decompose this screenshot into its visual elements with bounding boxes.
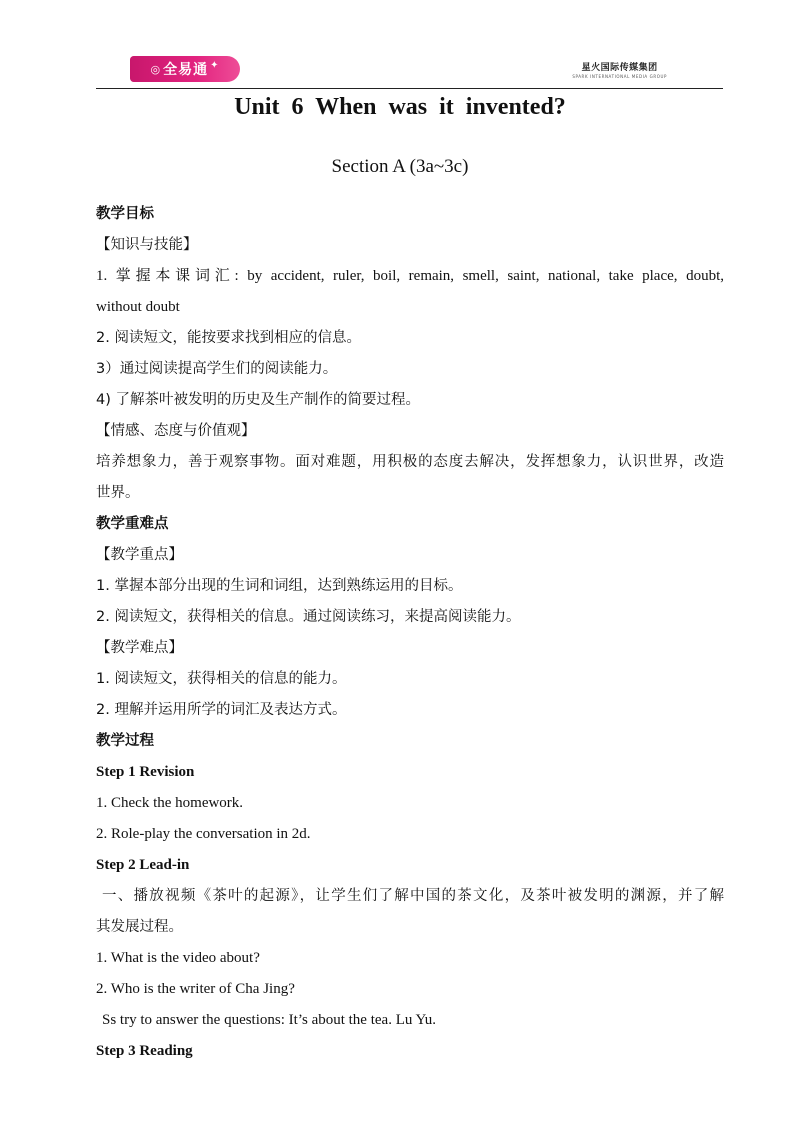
subheading-knowledge-skills: 【知识与技能】 [96,237,198,253]
difficult-point-1: 1. 阅读短文，获得相关的信息的能力。 [96,671,347,687]
step-3-heading: Step 3 Reading [96,1043,193,1059]
goal-item-1-continued: without doubt [96,299,180,315]
step-1-item-2: 2. Role-play the conversation in 2d. [96,826,311,842]
subheading-difficult-points: 【教学难点】 [96,640,183,656]
step-2-answer: Ss try to answer the questions: It’s about the tea. Lu Yu. [102,1012,436,1028]
heading-teaching-goals: 教学目标 [96,206,154,222]
heading-teaching-process: 教学过程 [96,733,154,749]
key-point-1: 1. 掌握本部分出现的生词和词组，达到熟练运用的目标。 [96,578,463,594]
difficult-point-2: 2. 理解并运用所学的词汇及表达方式。 [96,702,347,718]
document-title: Unit 6 When was it invented? [234,94,566,120]
brand-name-cn: 星火国际传媒集团 [581,63,658,73]
key-point-2: 2. 阅读短文，获得相关的信息。通过阅读练习，来提高阅读能力。 [96,609,521,625]
sparkle-icon: ✦ [210,59,220,71]
step-2-paragraph: 一、播放视频《茶叶的起源》，让学生们了解中国的茶文化，及茶叶被发明的渊源，并了解 [102,888,724,904]
goal-item-1: 1. 掌握本课词汇: by accident, ruler, boil, remain, smell, saint, national, take place, doubt, [96,268,724,284]
goal-item-3: 3）通过阅读提高学生们的阅读能力。 [96,361,338,377]
subheading-attitudes-values: 【情感、态度与价值观】 [96,423,256,439]
values-paragraph: 培养想象力，善于观察事物。面对难题，用积极的态度去解决，发挥想象力，认识世界，改造 [96,454,724,470]
heading-key-difficult-points: 教学重难点 [96,516,169,532]
step-2-question-1: 1. What is the video about? [96,950,260,966]
brand-name-en: SPARK INTERNATIONAL MEDIA GROUP [572,74,667,79]
step-1-heading: Step 1 Revision [96,764,195,780]
publisher-logo [130,56,240,82]
section-subtitle: Section A (3a~3c) [331,156,469,177]
logo-text: 全易通 [163,62,209,78]
document-body [96,199,724,1067]
values-paragraph-continued: 世界。 [96,485,140,501]
subheading-key-points: 【教学重点】 [96,547,183,563]
brand-mark [572,60,667,79]
step-2-paragraph-continued: 其发展过程。 [96,919,183,935]
step-1-item-1: 1. Check the homework. [96,795,244,811]
step-2-heading: Step 2 Lead-in [96,857,190,873]
page-header [96,54,723,89]
goal-item-4: 4) 了解茶叶被发明的历史及生产制作的简要过程。 [96,392,420,408]
step-2-question-2: 2. Who is the writer of Cha Jing? [96,981,295,997]
logo-ring-icon: ◎ [150,62,162,76]
goal-item-2: 2. 阅读短文，能按要求找到相应的信息。 [96,330,361,346]
